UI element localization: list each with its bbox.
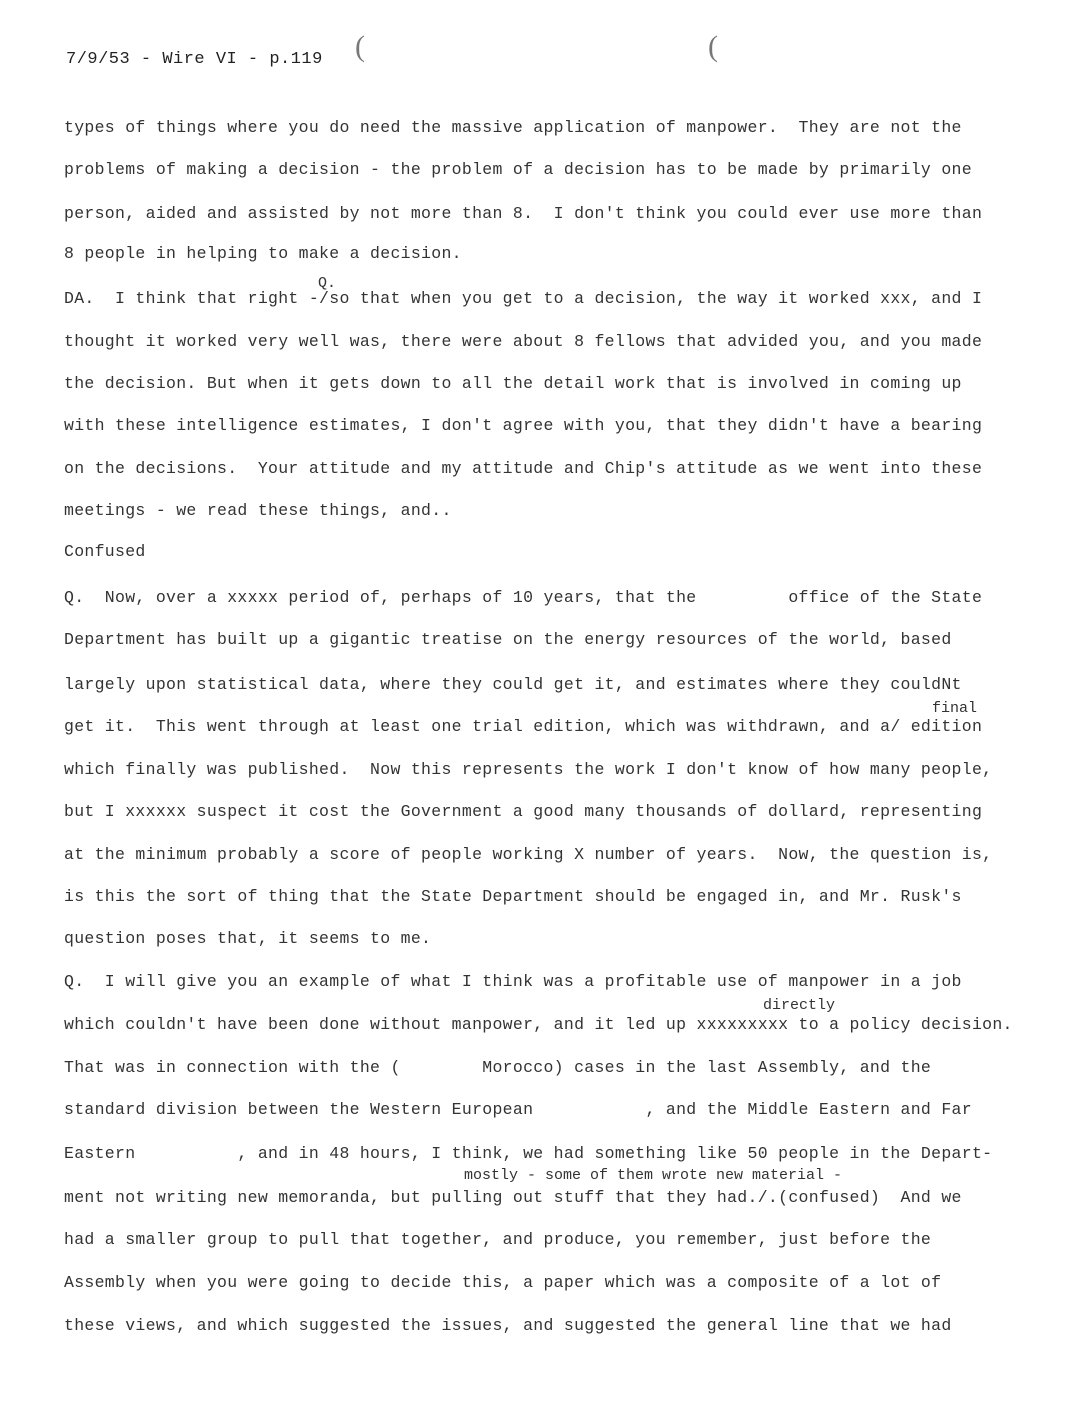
text-line: question poses that, it seems to me.	[64, 929, 432, 948]
text-line: standard division between the Western European , and the Middle Eastern and Far	[64, 1100, 972, 1119]
text-line: on the decisions. Your attitude and my attitude and Chip's attitude as we went into these	[64, 459, 983, 478]
text-line: Assembly when you were going to decide this, a paper which was a composite of a lot of	[64, 1273, 942, 1292]
text-line: DA. I think that right -/so that when you get to a decision, the way it worked xxx, and I	[64, 289, 983, 308]
text-line: meetings - we read these things, and..	[64, 501, 452, 520]
text-line: Q. I will give you an example of what I think was a profitable use of manpower in a job	[64, 972, 962, 991]
text-line: which couldn't have been done without manpower, and it led up xxxxxxxxx to a policy decision.	[64, 1015, 1013, 1034]
text-line: Q. Now, over a xxxxx period of, perhaps of 10 years, that the office of the State	[64, 588, 983, 607]
text-line: Confused	[64, 542, 146, 561]
text-line: problems of making a decision - the problem of a decision has to be made by primarily one	[64, 160, 972, 179]
text-line: is this the sort of thing that the State Department should be engaged in, and Mr. Rusk's	[64, 887, 962, 906]
text-line: but I xxxxxx suspect it cost the Government a good many thousands of dollard, representing	[64, 802, 983, 821]
text-line: with these intelligence estimates, I don't agree with you, that they didn't have a bearing	[64, 416, 983, 435]
text-line: get it. This went through at least one trial edition, which was withdrawn, and a/ edition	[64, 717, 983, 736]
annotation-directly: directly	[763, 997, 836, 1014]
text-line: largely upon statistical data, where they could get it, and estimates where they couldNt	[64, 675, 962, 694]
margin-paren-left: (	[355, 30, 365, 63]
text-line: which finally was published. Now this represents the work I don't know of how many people,	[64, 760, 993, 779]
text-line: had a smaller group to pull that together, and produce, you remember, just before the	[64, 1230, 932, 1249]
text-line: person, aided and assisted by not more than 8. I don't think you could ever use more than	[64, 204, 983, 223]
text-line: the decision. But when it gets down to all the detail work that is involved in coming up	[64, 374, 962, 393]
text-line: types of things where you do need the massive application of manpower. They are not the	[64, 118, 962, 137]
text-line: Department has built up a gigantic treatise on the energy resources of the world, based	[64, 630, 952, 649]
annotation-final: final	[932, 700, 978, 717]
margin-paren-right: (	[708, 30, 718, 63]
text-line: at the minimum probably a score of people working X number of years. Now, the question is,	[64, 845, 993, 864]
annotation-mostly: mostly - some of them wrote new material -	[464, 1167, 843, 1184]
text-line: Eastern , and in 48 hours, I think, we had something like 50 people in the Depart-	[64, 1144, 993, 1163]
text-line: 8 people in helping to make a decision.	[64, 244, 462, 263]
text-line: ment not writing new memoranda, but pulling out stuff that they had./.(confused) And we	[64, 1188, 962, 1207]
page-header: 7/9/53 - Wire VI - p.119	[66, 50, 323, 69]
text-line: thought it worked very well was, there were about 8 fellows that advided you, and you made	[64, 332, 983, 351]
text-line: these views, and which suggested the issues, and suggested the general line that we had	[64, 1316, 952, 1335]
annotation-q: Q.	[318, 275, 337, 292]
text-line: That was in connection with the ( Morocco) cases in the last Assembly, and the	[64, 1058, 932, 1077]
